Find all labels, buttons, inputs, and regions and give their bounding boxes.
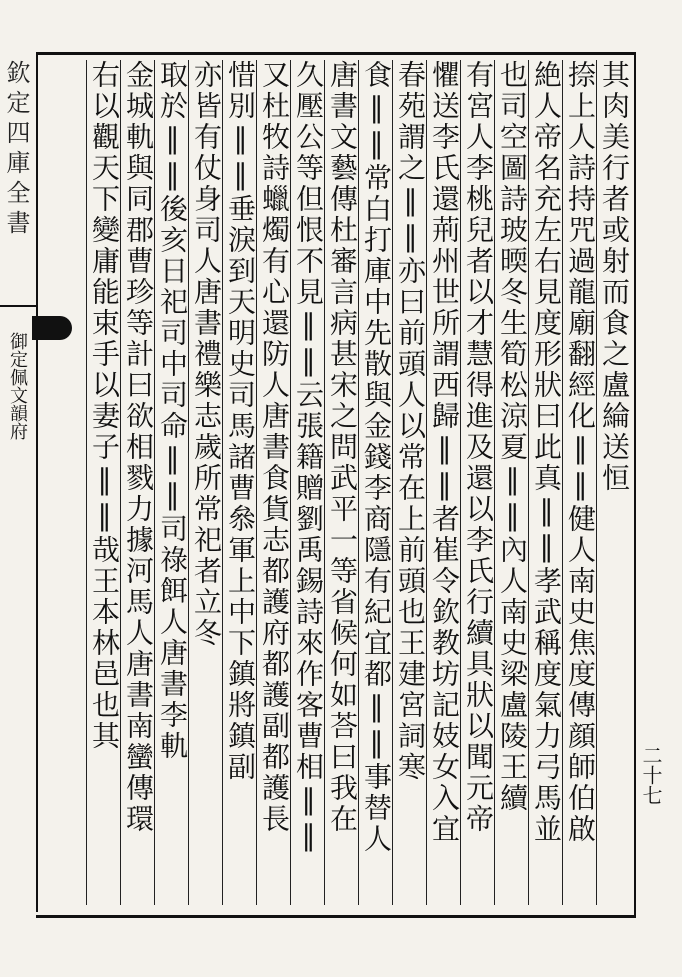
margin-fragment: 欽定四庫全書 xyxy=(2,60,30,240)
fish-tail-mark xyxy=(32,316,72,340)
text-column: 春苑謂之‖‖亦曰前頭人以常在上前頭也王建宮詞寒 xyxy=(392,60,427,905)
text-column: 絶人帝名充左右見度形狀曰此真‖‖孝武稱度氣力弓馬並 xyxy=(528,60,563,905)
text-column: 又杜牧詩蠟燭有心還防人唐書食貨志都護府都護副都護長 xyxy=(256,60,291,905)
text-column: 也司空圖詩玻㬉冬生筍松涼夏‖‖內人南史梁盧陵王續 xyxy=(494,60,529,905)
text-column: 惜別‖‖垂淚到天明史司馬諸曹叅軍上中下鎮將鎮副 xyxy=(222,60,257,905)
text-column: 其肉美行者或射而食之盧綸送恒 xyxy=(596,60,631,905)
text-column: 唐書文藝傳杜審言病甚宋之問武平一等省候何如荅曰我在 xyxy=(324,60,359,905)
text-column: 右以觀天下變庸能束手以妻子‖‖哉王本林邑也其 xyxy=(86,60,121,905)
text-column: 懼送李氏還荊州世所謂西歸‖‖者崔令欽教坊記妓女入宜 xyxy=(426,60,461,905)
book-title: 御定佩文韻府 xyxy=(7,332,28,440)
tab-rule xyxy=(0,305,36,323)
text-column: 亦皆有仗身司人唐書禮樂志歲所常祀者立冬 xyxy=(188,60,223,905)
text-column: 取於‖‖後亥日祀司中司命‖‖司祿餌人唐書李軌 xyxy=(154,60,189,905)
text-column: 有宮人李桃兒者以才慧得進及還以李氏行續具狀以聞元帝 xyxy=(460,60,495,905)
page-number: 二十七 xyxy=(639,745,663,805)
text-column: 久壓公等但恨不見‖‖云張籍贈劉禹錫詩來作客曹相‖‖ xyxy=(290,60,325,905)
text-column: 金城軌與同郡曹珍等計曰欲相戮力據河馬人唐書南蠻傳環 xyxy=(120,60,155,905)
left-border-rule xyxy=(36,52,38,912)
text-column: 食‖‖常白打庫中先散與金錢李商隱有紀宜都‖‖事替人 xyxy=(358,60,393,905)
text-column: 捺上人詩持咒過龍廟翻經化‖‖健人南史焦度傳顔師伯啟 xyxy=(562,60,597,905)
